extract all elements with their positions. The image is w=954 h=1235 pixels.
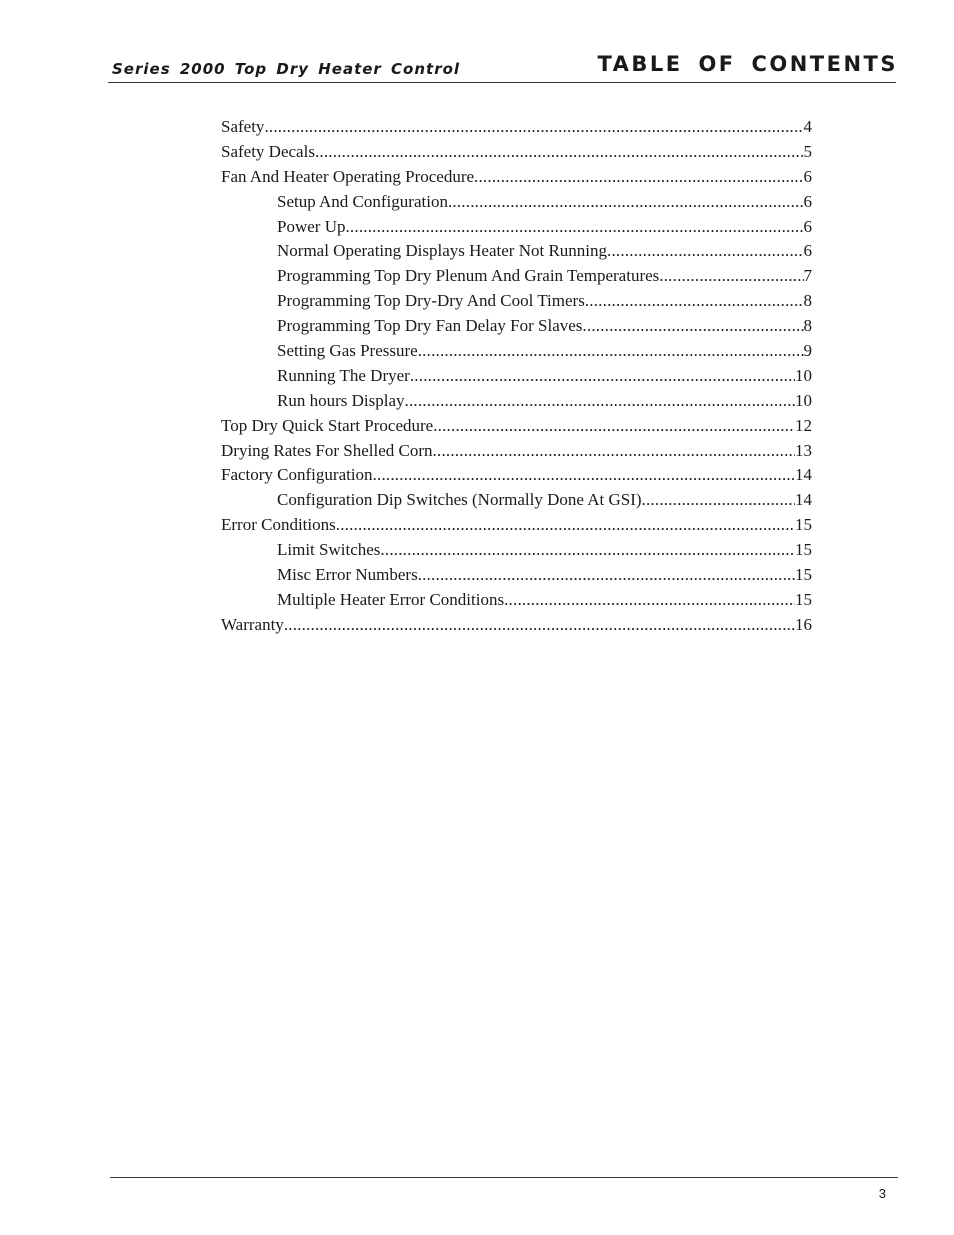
toc-entry-label: Fan And Heater Operating Procedure (221, 166, 475, 186)
toc-entry-page: 6 (803, 216, 812, 236)
toc-dot-leader (433, 414, 795, 439)
toc-entry-label: Normal Operating Displays Heater Not Running (277, 241, 608, 261)
toc-entry[interactable] (221, 414, 812, 439)
toc-entry-page: 5 (803, 141, 812, 161)
page-number: 3 (878, 1186, 886, 1201)
toc-entry[interactable] (221, 190, 812, 215)
toc-entry[interactable] (221, 588, 812, 613)
toc-entry-label: Run hours Display (277, 390, 405, 410)
toc-entry-label: Safety (221, 117, 265, 136)
toc-entry-page: 6 (803, 166, 812, 186)
toc-entry-page: 16 (795, 614, 812, 634)
toc-entry-label: Top Dry Quick Start Procedure (221, 415, 434, 435)
toc-entry-page: 10 (795, 390, 812, 410)
toc-dot-leader (474, 165, 803, 190)
toc-dot-leader (448, 190, 804, 215)
toc-entry-page: 6 (803, 191, 812, 211)
section-title: TABLE OF CONTENTS (597, 52, 898, 76)
toc-entry-page: 8 (803, 316, 812, 336)
toc-entry-label: Programming Top Dry-Dry And Cool Timers (277, 291, 585, 311)
header-divider (108, 82, 896, 83)
toc-entry-page: 8 (803, 291, 812, 311)
toc-dot-leader (336, 513, 795, 538)
toc-entry-page: 14 (795, 465, 812, 485)
toc-entry[interactable] (221, 215, 812, 240)
toc-entry-page: 14 (795, 490, 812, 510)
toc-entry-label: Setup And Configuration (277, 191, 448, 211)
toc-entry-label: Programming Top Dry Fan Delay For Slaves (277, 316, 583, 336)
toc-entry[interactable] (221, 264, 812, 289)
toc-entry-label: Drying Rates For Shelled Corn (221, 440, 433, 460)
toc-dot-leader (582, 314, 803, 339)
toc-entry[interactable] (221, 513, 812, 538)
toc-entry-page: 9 (803, 341, 812, 361)
toc-entry-page: 15 (795, 515, 812, 535)
document-series-title: Series 2000 Top Dry Heater Control (112, 60, 461, 78)
footer-divider (110, 1177, 898, 1178)
toc-dot-leader (410, 364, 795, 389)
toc-entry[interactable] (221, 314, 812, 339)
toc-entry-label: Warranty (221, 614, 284, 634)
toc-dot-leader (418, 563, 795, 588)
toc-entry-page: 15 (795, 540, 812, 560)
toc-entry-page: 10 (795, 365, 812, 385)
toc-entry-label: Setting Gas Pressure (277, 341, 418, 361)
toc-dot-leader (405, 389, 796, 414)
toc-entry-page: 15 (795, 565, 812, 585)
toc-dot-leader (504, 588, 795, 613)
toc-entry[interactable] (221, 488, 812, 513)
toc-entry-label: Safety Decals (221, 141, 315, 161)
toc-entry[interactable] (221, 439, 812, 464)
toc-entry[interactable] (221, 339, 812, 364)
toc-dot-leader (659, 264, 803, 289)
toc-entry-label: Misc Error Numbers (277, 565, 418, 585)
toc-dot-leader (642, 488, 795, 513)
toc-dot-leader (607, 239, 803, 264)
toc-entry[interactable] (221, 239, 812, 264)
toc-dot-leader (264, 115, 803, 140)
toc-dot-leader (380, 538, 795, 563)
toc-entry[interactable] (221, 115, 812, 140)
toc-dot-leader (345, 215, 803, 240)
toc-entry-page: 4 (803, 117, 812, 136)
toc-entry-label: Error Conditions (221, 515, 336, 535)
toc-dot-leader (373, 463, 795, 488)
toc-entry-label: Programming Top Dry Plenum And Grain Temperatures (277, 266, 660, 286)
toc-entry-label: Factory Configuration (221, 465, 373, 485)
toc-entry[interactable] (221, 389, 812, 414)
toc-entry-label: Limit Switches (277, 540, 381, 560)
toc-entry[interactable] (221, 463, 812, 488)
toc-entry[interactable] (221, 563, 812, 588)
toc-entry[interactable] (221, 613, 812, 638)
toc-entry[interactable] (221, 538, 812, 563)
toc-dot-leader (433, 439, 795, 464)
toc-entry-page: 13 (795, 440, 812, 460)
toc-dot-leader (585, 289, 804, 314)
toc-entry-label: Configuration Dip Switches (Normally Done At GSI) (277, 490, 642, 510)
toc-entry-label: Multiple Heater Error Conditions (277, 589, 505, 609)
toc-entry-page: 7 (803, 266, 812, 286)
toc-entry[interactable] (221, 364, 812, 389)
toc-entry[interactable] (221, 289, 812, 314)
toc-entry[interactable] (221, 165, 812, 190)
toc-entry-page: 6 (803, 241, 812, 261)
toc-entry-label: Power Up (277, 216, 346, 236)
toc-dot-leader (418, 339, 804, 364)
toc-entry-page: 15 (795, 589, 812, 609)
table-of-contents (221, 115, 812, 638)
toc-dot-leader (315, 140, 804, 165)
toc-dot-leader (284, 613, 795, 638)
toc-entry-label: Running The Dryer (277, 365, 410, 385)
toc-entry[interactable] (221, 140, 812, 165)
toc-entry-page: 12 (795, 415, 812, 435)
